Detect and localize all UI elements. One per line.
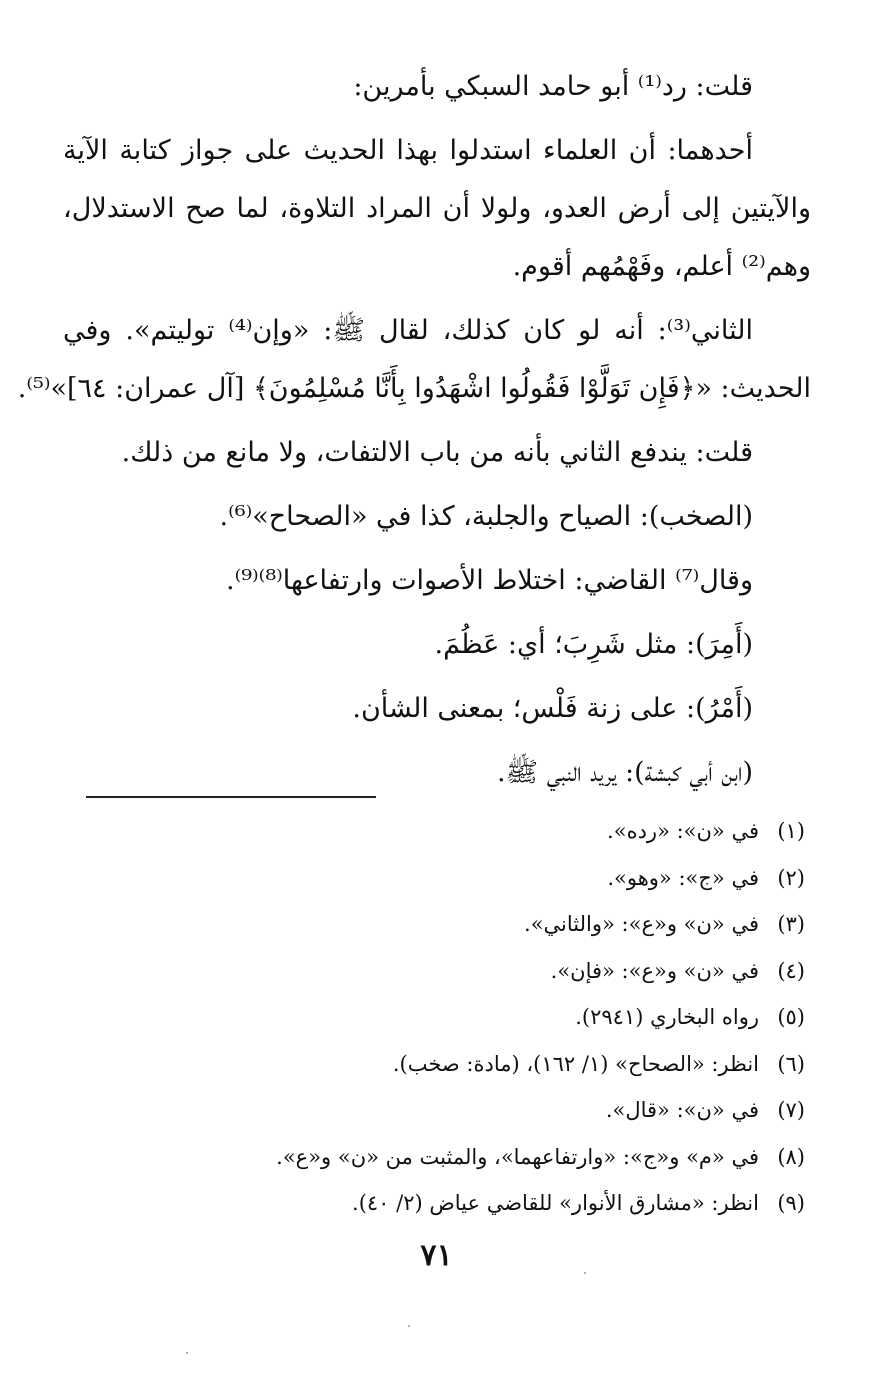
- text-line: الثاني⁽³⁾: أنه لو كان كذلك، لقال ﷺ: «وإن⁽⁴⁾ توليتم». وفي: [63, 315, 753, 346]
- footnote-text: في «م» و«ج»: «وارتفاعهما»، والمثبت من «ن» و«ع».: [276, 1144, 759, 1169]
- footnotes: [65, 808, 805, 1227]
- text-line: (أَمِرَ): مثل شَرِبَ؛ أي: عَظُمَ.: [434, 629, 753, 660]
- footnote: [65, 1180, 805, 1227]
- text-line: (ابن أبي كبشة): يريد النبي ﷺ.: [496, 757, 753, 788]
- text-line: قلت: رد⁽¹⁾ أبو حامد السبكي بأمرين:: [353, 71, 753, 102]
- text-line: وهم⁽²⁾ أعلم، وفَهْمُهم أقوم.: [512, 251, 811, 282]
- footnote-text: في «ج»: «وهو».: [607, 865, 759, 890]
- text-line: (أَمْرُ): على زنة فَلْس؛ بمعنى الشأن.: [352, 693, 753, 724]
- page-number: ٧١: [420, 1238, 453, 1273]
- scan-speck: [186, 1352, 188, 1354]
- paragraph-1: [63, 58, 811, 116]
- footnote-text: في «ن» و«ع»: «والثاني».: [524, 912, 759, 936]
- text-line: أحدهما: أن العلماء استدلوا بهذا الحديث على جواز كتابة الآية: [63, 135, 753, 166]
- footnote-text: انظر: «مشارق الأنوار» للقاضي عياض (٢/ ٤٠).: [352, 1191, 759, 1215]
- footnote-text: انظر: «الصحاح» (١/ ١٦٢)، (مادة: صخب).: [392, 1051, 759, 1076]
- footnote-text: رواه البخاري (٢٩٤١).: [575, 1005, 759, 1029]
- paragraph-5: [63, 488, 811, 546]
- footnote: [65, 901, 805, 948]
- footnote-number: (٥): [777, 1005, 805, 1029]
- footnote-number: (٧): [777, 1098, 805, 1122]
- footnote-number: (٢): [777, 865, 805, 890]
- paragraph-9: [63, 744, 811, 802]
- footnote-number: (٩): [777, 1191, 805, 1215]
- text-line: الحديث: «﴿فَإِن تَوَلَّوْا فَقُولُوا اشْهَدُوا بِأَنَّا مُسْلِمُونَ﴾ [آل عمران: ٦٤]»⁽⁵⁾.: [17, 373, 811, 404]
- footnote-text: في «ن»: «رده».: [607, 819, 759, 843]
- footnote-number: (٤): [777, 958, 805, 983]
- main-text: [17, 58, 811, 808]
- footnote-divider: [86, 796, 376, 798]
- footnote-text: في «ن»: «قال».: [605, 1098, 759, 1122]
- footnote: [65, 1087, 805, 1134]
- footnote: [65, 948, 805, 995]
- paragraph-4: [63, 424, 811, 482]
- paragraph-7: [63, 616, 811, 674]
- footnote: [65, 808, 805, 855]
- footnote: [65, 1041, 805, 1088]
- paragraph-8: [63, 680, 811, 738]
- paragraph-6: [63, 552, 811, 610]
- footnote-number: (١): [777, 819, 805, 843]
- footnote: [65, 855, 805, 902]
- footnote-number: (٣): [777, 912, 805, 936]
- text-line: (الصخب): الصياح والجلبة، كذا في «الصحاح»⁽⁶⁾.: [219, 501, 753, 532]
- footnote: [65, 994, 805, 1041]
- text-line: وقال⁽⁷⁾ القاضي: اختلاط الأصوات وارتفاعها⁽⁸⁾⁽⁹⁾.: [226, 565, 753, 596]
- text-line: والآيتين إلى أرض العدو، ولولا أن المراد التلاوة، لما صح الاستدلال،: [63, 193, 811, 224]
- footnote-text: في «ن» و«ع»: «فإن».: [550, 958, 759, 983]
- footnote-number: (٨): [777, 1144, 805, 1169]
- footnote-number: (٦): [777, 1051, 805, 1076]
- paragraph-3: [17, 302, 811, 418]
- scan-speck: [408, 1325, 410, 1327]
- footnote: [65, 1134, 805, 1181]
- text-line: قلت: يندفع الثاني بأنه من باب الالتفات، ولا مانع من ذلك.: [121, 437, 753, 468]
- scan-speck: [584, 1272, 586, 1274]
- paragraph-2: [63, 122, 811, 296]
